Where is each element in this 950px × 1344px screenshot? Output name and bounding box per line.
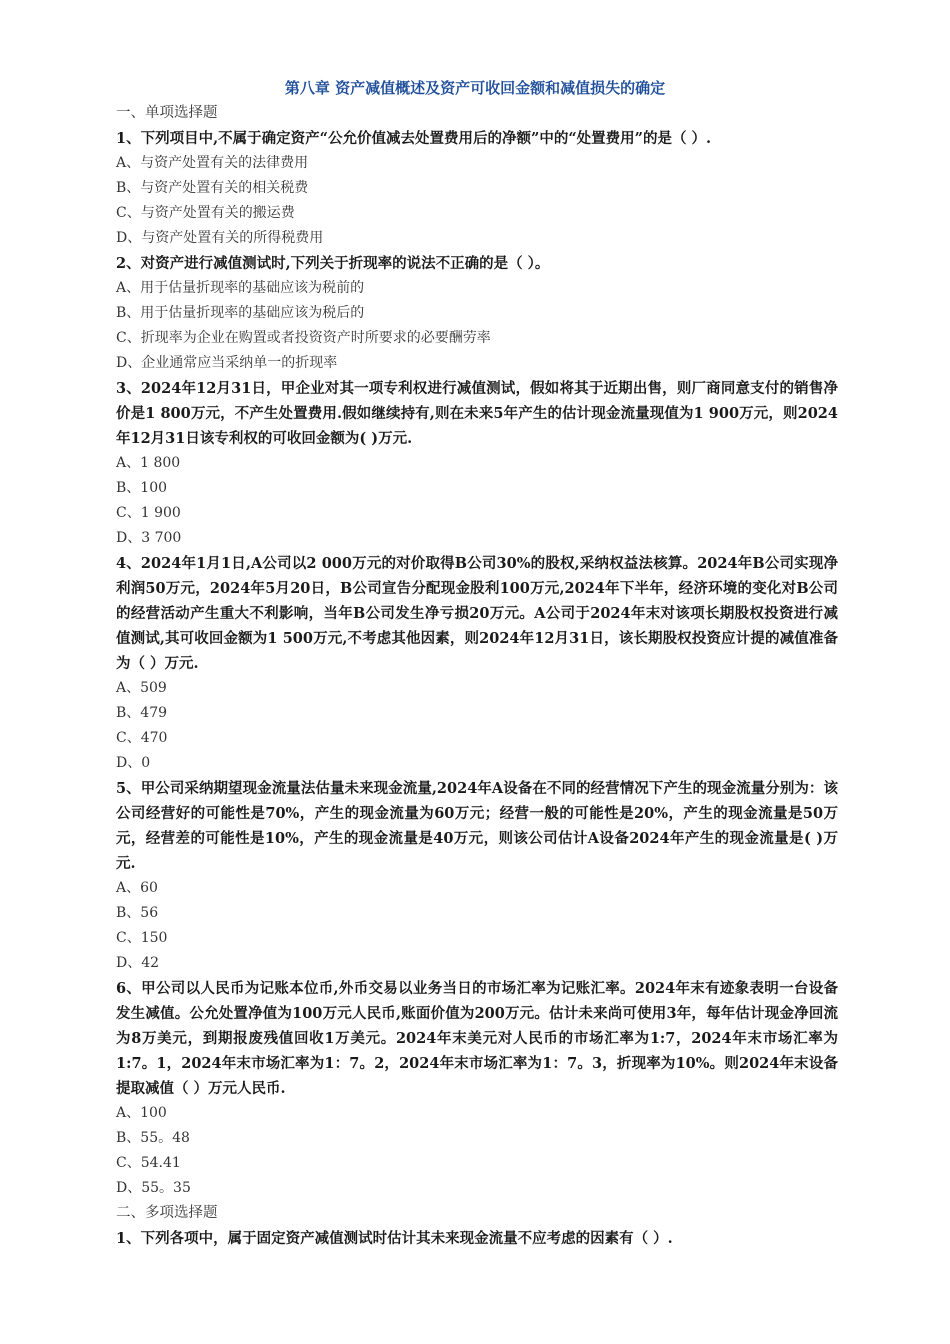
option-c: C、470 xyxy=(116,730,168,746)
question-block xyxy=(116,376,838,551)
option-c: C、150 xyxy=(116,930,168,946)
option-a: A、与资产处置有关的法律费用 xyxy=(116,155,309,171)
question-block xyxy=(116,1226,838,1251)
option-d: D、0 xyxy=(116,755,151,771)
option-d: D、55。35 xyxy=(116,1180,191,1196)
option-a: A、100 xyxy=(116,1105,167,1121)
option-d: D、42 xyxy=(116,955,160,971)
option-d: D、3 700 xyxy=(116,530,182,546)
option-a: A、用于估量折现率的基础应该为税前的 xyxy=(116,280,365,296)
question-stem: 4、2024年1月1日,A公司以2 000万元的对价取得B公司30%的股权,采纳权益法核算。2024年B公司实现净利润50万元，2024年5月20日，B公司宣告分配现金股利100万元,2024年下半年，经济环境的变化对B公司的经营活动产生重大不利影响，当年B公司发生净亏损20万元。A公司于2024年末对该项长期股权投资进行减值测试,其可收回金额为1 500万元,不考虑其他因素，则2024年12月31日，该长期股权投资应计提的减值准备为（ ）万元. xyxy=(116,555,838,672)
question-stem: 1、下列各项中，属于固定资产减值测试时估计其未来现金流量不应考虑的因素有（ ）. xyxy=(116,1230,673,1247)
question-block xyxy=(116,976,838,1201)
question-stem: 2、对资产进行减值测试时,下列关于折现率的说法不正确的是（ ）。 xyxy=(116,255,550,272)
document-body xyxy=(116,101,838,1251)
question-block xyxy=(116,551,838,776)
section-heading-single-choice: 一、单项选择题 xyxy=(116,105,218,121)
option-a: A、1 800 xyxy=(116,455,181,471)
question-block xyxy=(116,126,838,251)
option-b: B、与资产处置有关的相关税费 xyxy=(116,180,309,196)
option-b: B、55。48 xyxy=(116,1130,190,1146)
option-a: A、60 xyxy=(116,880,158,896)
option-c: C、与资产处置有关的搬运费 xyxy=(116,205,295,221)
option-c: C、54.41 xyxy=(116,1155,181,1171)
question-stem: 1、下列项目中,不属于确定资产“公允价值减去处置费用后的净额”中的“处置费用”的是（ ）. xyxy=(116,130,712,147)
question-stem: 6、甲公司以人民币为记账本位币,外币交易以业务当日的市场汇率为记账汇率。2024年末有迹象表明一台设备发生减值。公允处置净值为100万元人民币,账面价值为200万元。估计未来尚可使用3年，每年估计现金净回流为8万美元，到期报废残值回收1万美元。2024年末美元对人民币的市场汇率为1:7，2024年末市场汇率为1:7。1，2024年末市场汇率为1：7。2，2024年末市场汇率为1：7。3，折现率为10%。则2024年末设备提取减值（ ）万元人民币. xyxy=(116,980,838,1097)
option-d: D、企业通常应当采纳单一的折现率 xyxy=(116,355,338,371)
chapter-title: 第八章 资产减值概述及资产可收回金额和减值损失的确定 xyxy=(284,79,666,97)
option-a: A、509 xyxy=(116,680,167,696)
question-block xyxy=(116,251,838,376)
option-b: B、56 xyxy=(116,905,159,921)
option-c: C、折现率为企业在购置或者投资资产时所要求的必要酬劳率 xyxy=(116,330,491,346)
option-b: B、479 xyxy=(116,705,168,721)
question-stem: 3、2024年12月31日，甲企业对其一项专利权进行减值测试，假如将其于近期出售，则厂商同意支付的销售净价是1 800万元，不产生处置费用.假如继续持有,则在未来5年产生的估计现金流量现值为1 900万元，则2024年12月31日该专利权的可收回金额为( )万元. xyxy=(116,380,838,447)
section-heading-multiple-choice: 二、多项选择题 xyxy=(116,1205,218,1221)
option-c: C、1 900 xyxy=(116,505,181,521)
question-stem: 5、甲公司采纳期望现金流量法估量未来现金流量,2024年A设备在不同的经营情况下产生的现金流量分别为：该公司经营好的可能性是70%，产生的现金流量为60万元；经营一般的可能性是20%，产生的现金流量是50万元，经营差的可能性是10%，产生的现金流量是40万元，则该公司估计A设备2024年产生的现金流量是( )万元. xyxy=(116,780,838,872)
option-d: D、与资产处置有关的所得税费用 xyxy=(116,230,324,246)
option-b: B、用于估量折现率的基础应该为税后的 xyxy=(116,305,365,321)
question-block xyxy=(116,776,838,976)
option-b: B、100 xyxy=(116,480,168,496)
